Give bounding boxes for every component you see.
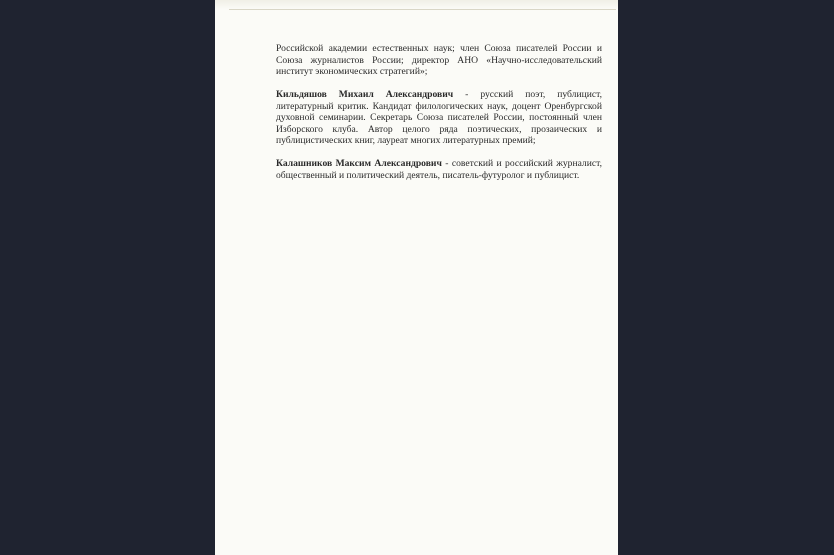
paragraph-text: - русский поэт, публицист, литературный критик. Кандидат филологических наук, доцент Оренбургской духовной семинарии. Секретарь Союза писателей России, постоянный член Изборского клуба. Автор целого ряда поэтических, прозаических и публицистических книг, лауреат многих литературных премий; (276, 89, 602, 146)
page-top-shade (215, 0, 618, 9)
person-name: Калашников Максим Александрович (276, 158, 442, 169)
paragraph-text: - советский и российский журналист, общественный и политический деятель, писатель-футуролог и публицист. (276, 158, 602, 181)
paragraph-text: Российской академии естественных наук; член Союза писателей России и Союза журналистов России; директор АНО «Научно-исследовательский институт экономических стратегий»; (276, 43, 602, 77)
document-page (215, 0, 618, 555)
document-text (276, 43, 602, 193)
paragraph-kalashnikov (276, 158, 602, 181)
page-top-rule (229, 9, 616, 10)
paragraph-continuation (276, 43, 602, 78)
paragraph-kildyashov (276, 89, 602, 147)
person-name: Кильдяшов Михаил Александрович (276, 89, 454, 100)
